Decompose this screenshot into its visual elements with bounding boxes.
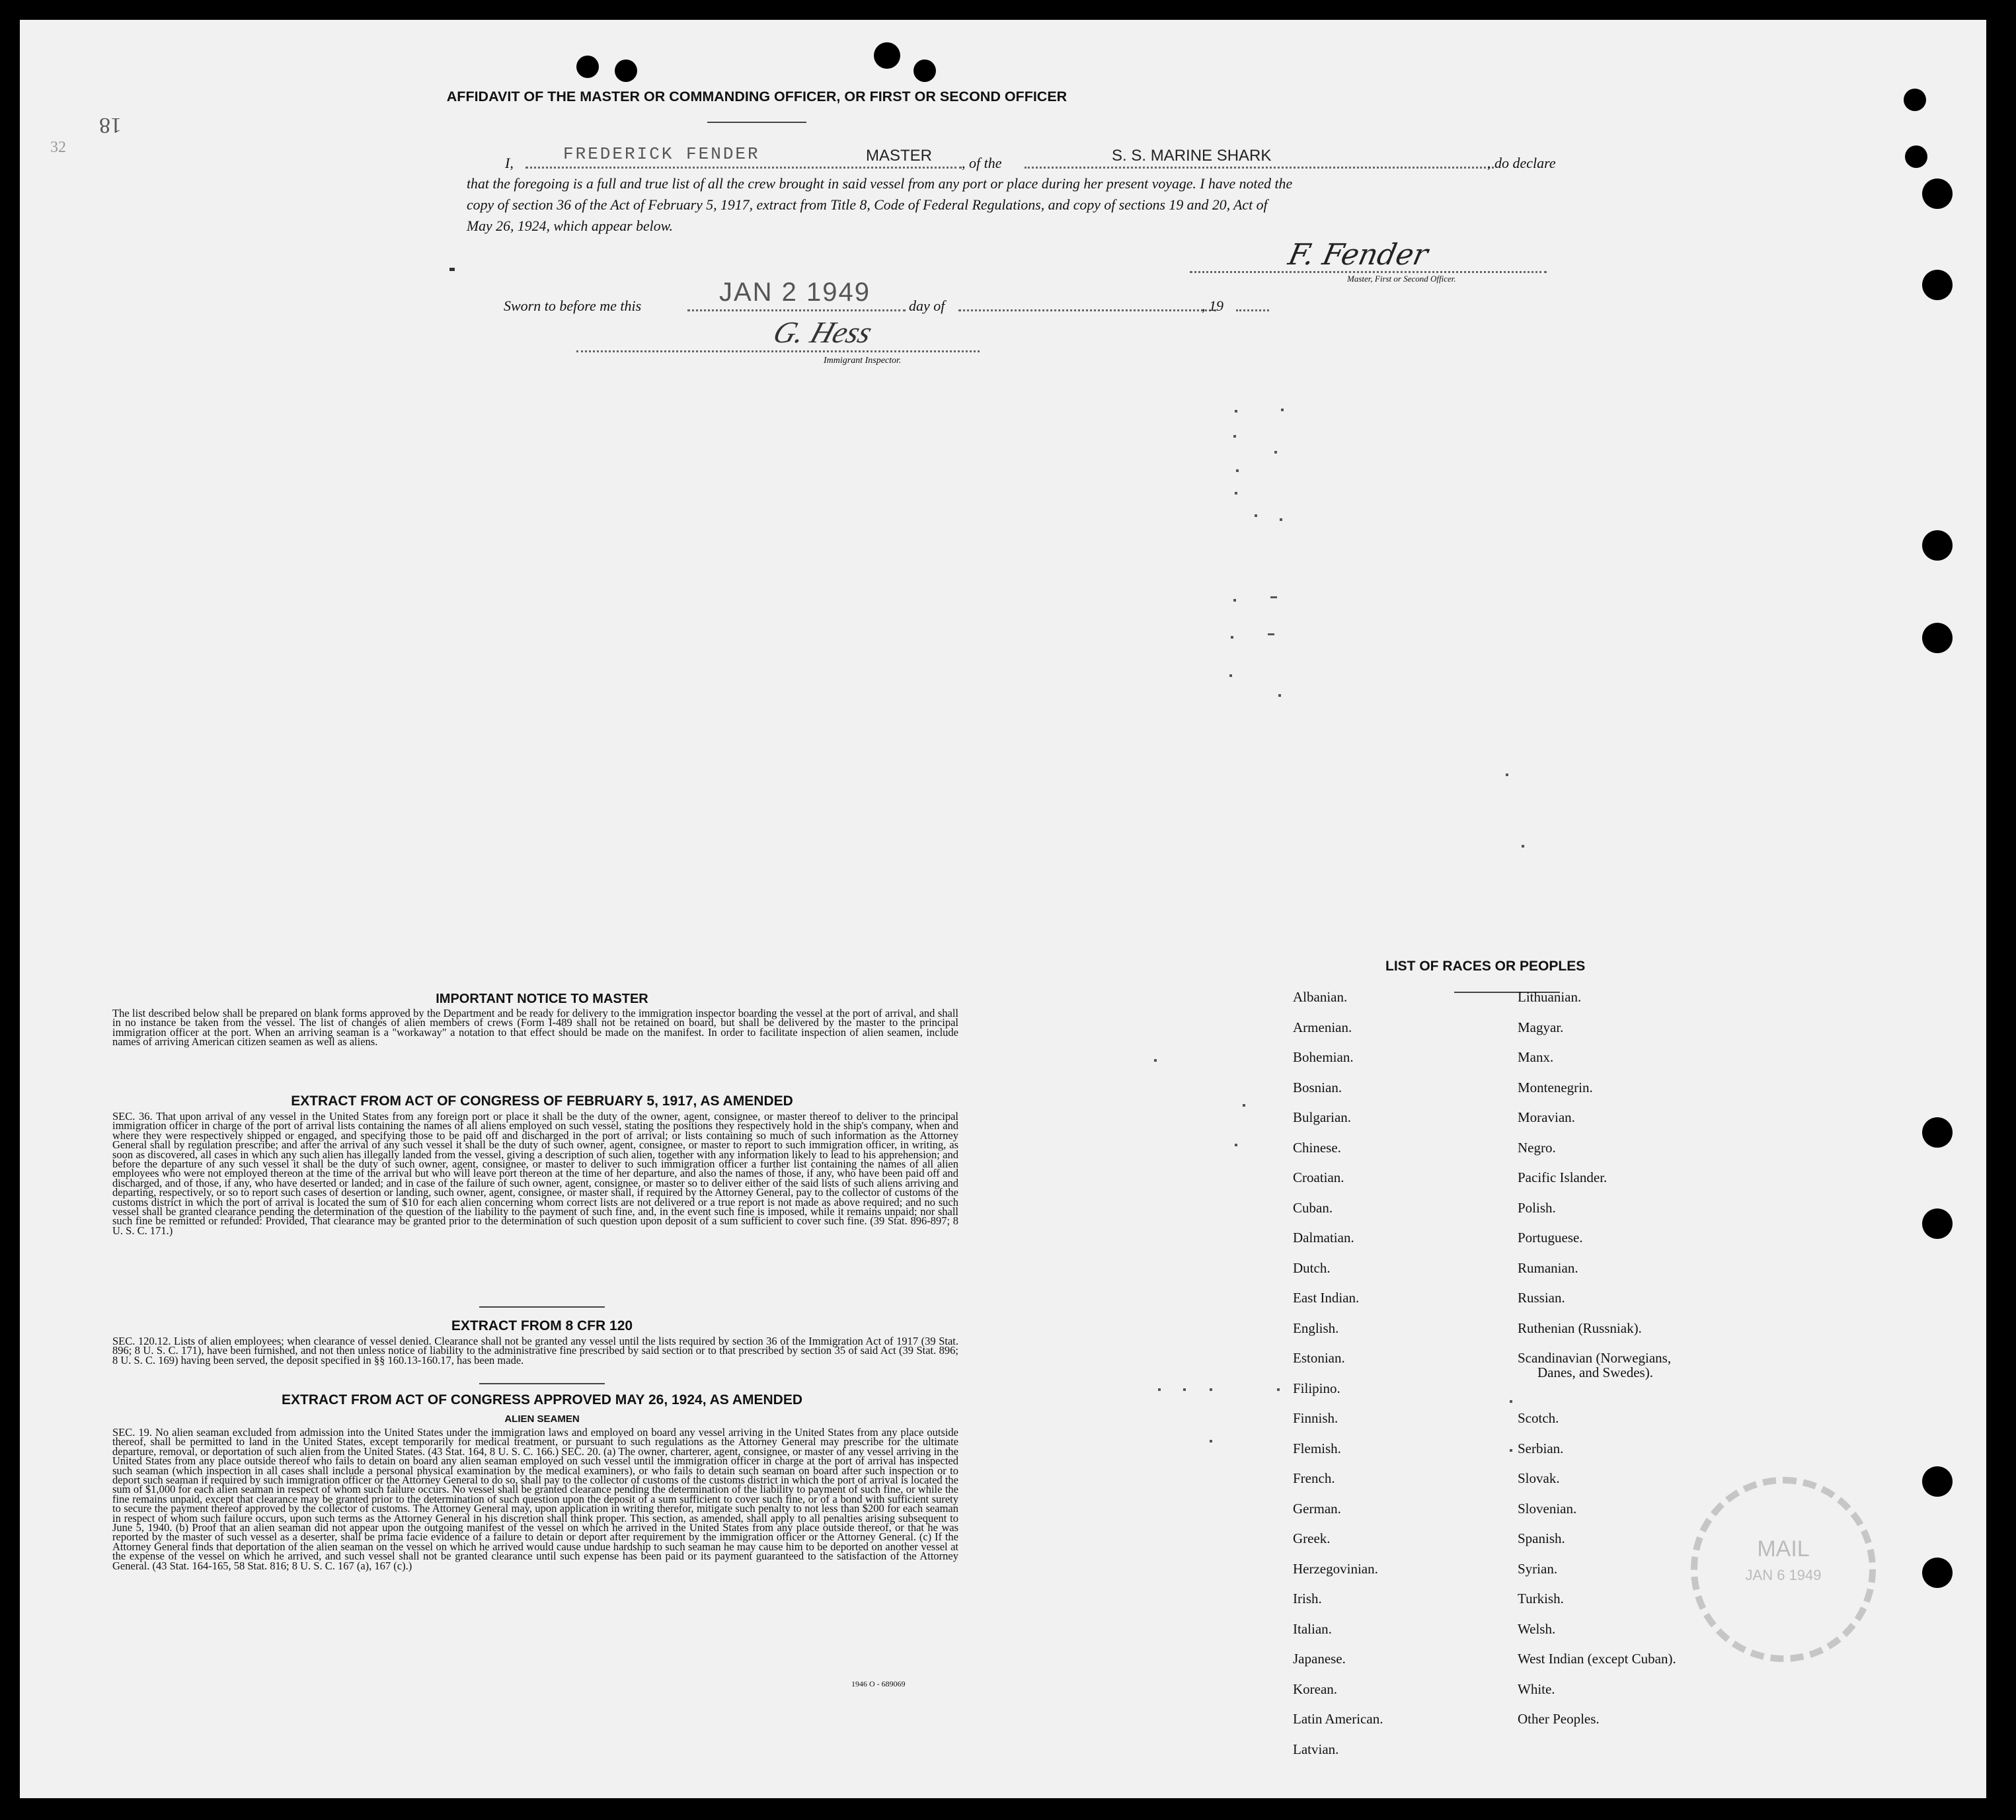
race-item: Italian. — [1293, 1621, 1332, 1637]
punch-hole — [1922, 270, 1953, 300]
race-item: Irish. — [1293, 1591, 1322, 1606]
race-item: Slovenian. — [1518, 1501, 1577, 1517]
punch-hole — [1904, 89, 1926, 111]
punch-hole — [874, 42, 900, 69]
race-item: Cuban. — [1293, 1200, 1333, 1216]
race-item: Ruthenian (Russniak). — [1518, 1320, 1642, 1336]
inspector-caption: Immigrant Inspector. — [824, 356, 902, 366]
race-item: East Indian. — [1293, 1290, 1360, 1306]
inspector-signature-line — [576, 350, 980, 352]
punch-hole — [1922, 1208, 1953, 1239]
race-item: Bulgarian. — [1293, 1109, 1352, 1125]
speck — [1233, 599, 1236, 602]
speck — [1233, 435, 1236, 438]
race-item: Chinese. — [1293, 1140, 1341, 1156]
speck — [1280, 518, 1282, 521]
document-sheet — [20, 20, 1986, 1798]
race-item: Negro. — [1518, 1140, 1556, 1156]
race-item: Japanese. — [1293, 1651, 1346, 1667]
extract-1924-title: EXTRACT FROM ACT OF CONGRESS APPROVED MAY 26, 1924, AS AMENDED — [281, 1392, 803, 1407]
rank: MASTER — [866, 147, 933, 165]
speck — [1154, 1059, 1157, 1062]
extract-cfr-body: SEC. 120.12. Lists of alien employees; when clearance of vessel denied. Clearance shall not be granted any vessel until the lists required by section 36 of the Immigration Act of 1917 (39 Stat. 896; 8 U. S. C. 171), have been furnished, and not then unless notice of liability to the administrative fine prescribed by said section or to that prescribed by section 35 of said Act (39 Stat. 896; 8 U. S. C. 169) having been served, the deposit specified in §§ 160.13-160.17, has been made. — [112, 1335, 958, 1366]
speck — [1522, 845, 1524, 848]
race-item: Filipino. — [1293, 1380, 1340, 1396]
signature-caption: Master, First or Second Officer. — [1347, 274, 1456, 284]
vessel-field — [1025, 167, 1494, 169]
name-field — [525, 167, 962, 169]
divider — [707, 122, 806, 123]
affidavit-line-4: May 26, 1924, which appear below. — [467, 218, 673, 234]
race-item: White. — [1518, 1681, 1555, 1697]
speck — [1210, 1388, 1212, 1391]
page-title: AFFIDAVIT OF THE MASTER OR COMMANDING OFFICER, OR FIRST OR SECOND OFFICER — [446, 89, 1067, 104]
race-item: Other Peoples. — [1518, 1711, 1600, 1727]
speck — [1235, 1144, 1237, 1146]
race-item: Dalmatian. — [1293, 1230, 1354, 1246]
affidavit-line-2: that the foregoing is a full and true list of all the crew brought in said vessel from any port or place during her present voyage. I have noted the — [467, 176, 1293, 192]
race-item: Polish. — [1518, 1200, 1556, 1216]
speck — [1235, 492, 1237, 495]
speck — [1277, 1388, 1280, 1391]
race-item: Welsh. — [1518, 1621, 1556, 1637]
corner-mark: 32 — [50, 139, 66, 156]
extract-cfr-title: EXTRACT FROM 8 CFR 120 — [451, 1318, 633, 1333]
speck — [1281, 409, 1284, 411]
speck — [1158, 1388, 1161, 1391]
race-item: Danes, and Swedes). — [1537, 1365, 1653, 1380]
declare-label: , do declare — [1487, 155, 1556, 171]
speck — [1278, 694, 1281, 697]
races-title: LIST OF RACES OR PEOPLES — [1385, 959, 1586, 974]
speck — [1183, 1388, 1186, 1391]
race-item: Spanish. — [1518, 1530, 1565, 1546]
sworn-date-field — [687, 309, 906, 311]
punch-hole — [1922, 1466, 1953, 1497]
punch-hole — [1922, 623, 1953, 653]
punch-hole — [1922, 1558, 1953, 1588]
year-label: , 19 — [1202, 297, 1223, 314]
race-item: Korean. — [1293, 1681, 1338, 1697]
race-item: Moravian. — [1518, 1109, 1575, 1125]
corner-mark: 18 — [99, 113, 122, 138]
punch-hole — [615, 59, 637, 82]
race-item: Dutch. — [1293, 1260, 1331, 1276]
year-field — [1236, 309, 1269, 311]
race-item: Greek. — [1293, 1530, 1331, 1546]
race-item: French. — [1293, 1470, 1335, 1486]
extract-1924-body: SEC. 19. No alien seaman excluded from admission into the United States under the immigration laws and employed on board any vessel arriving in the United States from any place outside thereof, shall be permitted to land in the United States, except temporarily for medical treatment, or pursuant to such regulations as the Attorney General may prescribe for the ultimate departure, removal, or deportation of such alien from the United States. (43 Stat. 164, 8 U. S. C. 166.) SEC. 20. (a) The owner, charterer, agent, consignee, or master of any vessel arriving in the United States from any place outside thereof who fails to detain on board any alien seaman employed on such vessel until the immigration officer in charge at the port of arrival has inspected such seaman (which inspection in all cases shall include a personal physical examination by the medical examiners), or who fails to detain such seaman on board after such inspection or to deport such seaman if required by such immigration officer or the Attorney General to do so, shall pay to the collector of customs of the customs district in which the port of arrival is located the sum of $1,000 for each alien seaman in respect of whom such failure occurs. No vessel shall be granted clearance pending the determination of the liability to payment of such fine, or while the fine remains unpaid, except that clearance may be granted prior to the determination of such question upon the deposit of a sum sufficient to cover such fine, or of a bond with sufficient surety to secure the payment thereof approved by the collector of customs. The Attorney General may, upon application in writing therefor, mitigate such penalty to not less than $200 for each seaman in respect of whom such failure occurs, upon such terms as the Attorney General in his discretion shall think proper. This section, as amended, shall apply to all penalties arising subsequent to June 5, 1940. (b) Proof that an alien seaman did not appear upon the outgoing manifest of the vessel on which he arrived in the United States from any place outside thereof, or that he was reported by the master of such vessel as a deserter, shall be prima facie evidence of a failure to detain or deport after requirement by the immigration officer or the Attorney General. (c) If the Attorney General finds that deportation of the alien seaman on the vessel on which he arrived would cause undue hardship to such seaman he may cause him to be deported on another vessel at the expense of the vessel on which he arrived, and such vessel shall not be granted clearance until such expense has been paid or its payment guaranteed to the satisfaction of the Attorney General. (43 Stat. 164-165, 58 Stat. 816; 8 U. S. C. 167 (a), 167 (c).) — [112, 1426, 958, 1572]
mail-stamp — [1691, 1477, 1876, 1662]
stamp-date: JAN 6 1949 — [1745, 1567, 1822, 1583]
margin-mark — [449, 268, 455, 271]
race-item: Rumanian. — [1518, 1260, 1578, 1276]
race-item: Armenian. — [1293, 1019, 1352, 1035]
stamp-mail-label: MAIL — [1757, 1536, 1810, 1562]
divider — [479, 1383, 605, 1384]
inspector-signature: G. Hess — [769, 315, 876, 349]
extract-1917-title: EXTRACT FROM ACT OF CONGRESS OF FEBRUARY 5, 1917, AS AMENDED — [291, 1093, 793, 1109]
speck — [1510, 1449, 1512, 1452]
sworn-label: Sworn to before me this — [504, 297, 642, 314]
speck — [1274, 451, 1277, 454]
race-item: Herzegovinian. — [1293, 1561, 1378, 1577]
vessel-name: S. S. MARINE SHARK — [1112, 147, 1272, 165]
sworn-date-stamp: JAN 2 1949 — [719, 278, 871, 307]
race-item: Turkish. — [1518, 1591, 1564, 1606]
race-item: Syrian. — [1518, 1561, 1558, 1577]
punch-hole — [1922, 1117, 1953, 1148]
month-field — [958, 309, 1216, 311]
race-item: Bohemian. — [1293, 1049, 1354, 1065]
speck — [1268, 633, 1274, 635]
day-of-label: day of — [909, 297, 945, 314]
race-item: Flemish. — [1293, 1441, 1341, 1456]
race-item: Slovak. — [1518, 1470, 1560, 1486]
race-item: Albanian. — [1293, 989, 1348, 1005]
race-item: Estonian. — [1293, 1350, 1345, 1366]
race-item: Croatian. — [1293, 1169, 1344, 1185]
race-item: Finnish. — [1293, 1410, 1338, 1426]
race-item: Pacific Islander. — [1518, 1169, 1608, 1185]
speck — [1210, 1440, 1212, 1443]
race-item: Scotch. — [1518, 1410, 1559, 1426]
master-signature: F. Fender — [1285, 238, 1431, 272]
extract-1924-subtitle: ALIEN SEAMEN — [504, 1413, 580, 1425]
speck — [1506, 773, 1508, 776]
divider — [479, 1306, 605, 1308]
affidavit-line-3: copy of section 36 of the Act of February 5, 1917, extract from Title 8, Code of Federal Regulations, and copy of sections 19 and 20, Act of — [467, 197, 1268, 213]
punch-hole — [1905, 145, 1927, 168]
speck — [1229, 674, 1232, 677]
race-item: Latin American. — [1293, 1711, 1383, 1727]
race-item: Magyar. — [1518, 1019, 1564, 1035]
speck — [1510, 1400, 1512, 1403]
i-label: I, — [505, 155, 514, 171]
notice-title: IMPORTANT NOTICE TO MASTER — [436, 992, 648, 1006]
speck — [1235, 410, 1237, 413]
of-the-label: , of the — [962, 155, 1002, 171]
race-item: Serbian. — [1518, 1441, 1564, 1456]
race-item: Montenegrin. — [1518, 1080, 1593, 1095]
race-item: Portuguese. — [1518, 1230, 1583, 1246]
speck — [1270, 596, 1277, 598]
punch-hole — [1922, 178, 1953, 209]
race-item: German. — [1293, 1501, 1341, 1517]
speck — [1243, 1104, 1245, 1107]
race-item: Scandinavian (Norwegians, — [1518, 1350, 1672, 1366]
speck — [1255, 514, 1257, 517]
race-item: Russian. — [1518, 1290, 1565, 1306]
punch-hole — [576, 56, 599, 78]
speck — [1236, 469, 1239, 472]
race-item: Latvian. — [1293, 1741, 1339, 1757]
extract-1917-body: SEC. 36. That upon arrival of any vessel in the United States from any foreign port or place it shall be the duty of the owner, agent, consignee, or master thereof to deliver to the principal immigration officer in charge of the port of arrival lists containing the names of all aliens employed on such vessel, stating the positions they respectively hold in the ship's company, when and where they were respectively shipped or engaged, and specifying those to be paid off and discharged in the port of arrival; or lists containing so much of such information as the Attorney General shall by regulation prescribe; and after the arrival of any such vessel it shall be the duty of such owner, agent, consignee, or master to report to such immigration officer, in writing, as soon as discovered, all cases in which any such alien has illegally landed from the vessel, giving a description of such alien, together with any information likely to lead to his apprehension; and before the departure of any such vessel it shall be the duty of such owner, agent, consignee, or master to deliver to such immigration officer a further list containing the names of all alien employees who were not employed thereon at the time of the arrival but who will leave port thereon at the time of her departure, and also the names of those, if any, who have been paid off and discharged, and of those, if any, who have deserted or landed; and in case of the failure of such owner, agent, consignee, or master so to deliver either of the said lists of such aliens arriving and departing, respectively, or so to report such cases of desertion or landing, such owner, agent, consignee, or master shall, if required by the Attorney General, pay to the collector of customs of the customs district in which the port of arrival is located the sum of $10 for each alien concerning whom correct lists are not delivered or a true report is not made as above required; and no such vessel shall be granted clearance pending the determination of the question of the liability to the payment of such fine, and, in the event such fine is imposed, while it remains unpaid; nor shall such fine be remitted or refunded: Provided, That clearance may be granted prior to the determination of such question upon deposit of a sum sufficient to cover such fine. (39 Stat. 896-897; 8 U. S. C. 171.) — [112, 1110, 958, 1237]
speck — [1231, 636, 1233, 639]
punch-hole — [913, 59, 936, 82]
race-item: Manx. — [1518, 1049, 1554, 1065]
notice-body: The list described below shall be prepared on blank forms approved by the Department and be ready for delivery to the immigration inspector boarding the vessel at the port of arrival, and shall in no instance be taken from the vessel. The list of changes of alien members of crews (Form I-489 shall not be retained on board, but shall be delivered by the master to the principal immigration officer at the port. When an arriving seaman is a "workaway" a notation to that effect should be made on the manifest. In order to facilitate inspection of alien seamen, include names of arriving American citizen seamen as well as aliens. — [112, 1007, 958, 1048]
master-name: FREDERICK FENDER — [563, 144, 760, 164]
race-item: English. — [1293, 1320, 1339, 1336]
race-item: Bosnian. — [1293, 1080, 1342, 1095]
race-item: West Indian (except Cuban). — [1518, 1651, 1676, 1667]
print-code: 1946 O - 689069 — [851, 1679, 906, 1688]
punch-hole — [1922, 530, 1953, 561]
race-item: Lithuanian. — [1518, 989, 1582, 1005]
